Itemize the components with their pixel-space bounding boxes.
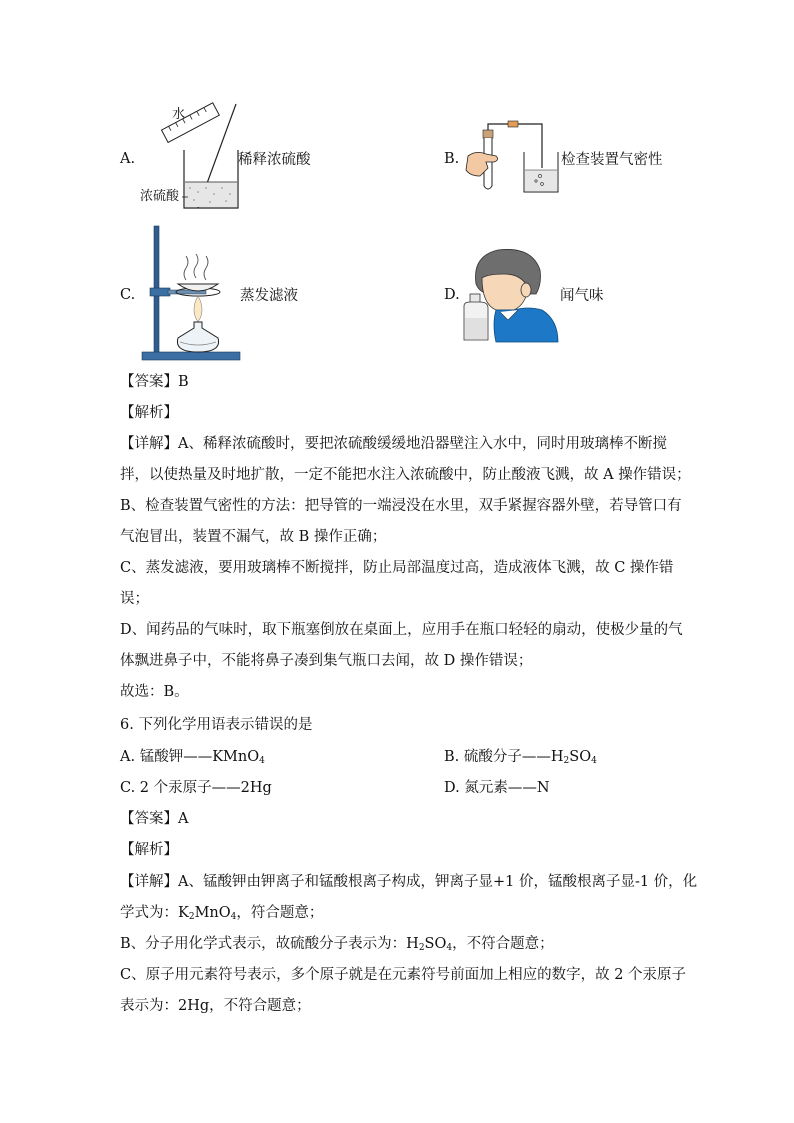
q6-detail-line: C、原子用元素符号表示，多个原子就是在元素符号前面加上相应的数字，故 2 个汞原子 <box>120 967 687 983</box>
q5-detail-line: C、蒸发滤液，要用玻璃棒不断搅拌，防止局部温度过高，造成液体飞溅，故 C 操作错 <box>120 560 674 576</box>
q6-option-b: B. 硫酸分子$——H_2SO_4$ <box>444 749 597 766</box>
q6-option-a: A. 锰酸钾——KMnO$_4$ <box>120 749 265 766</box>
q6-detail-line-formula: B、分子用化学式表示，故硫酸分子表示为：$H_2SO_4$，不符合题意； <box>120 936 554 953</box>
q6-detail-line: 表示为：2Hg，不符合题意； <box>120 998 311 1014</box>
water-label: 水 <box>172 107 186 122</box>
q5-detail-line: B、检查装置气密性的方法：把导管的一端浸没在水里，双手紧握容器外壁，若导管口有 <box>120 498 682 514</box>
airtightness-check-illustration <box>462 116 562 196</box>
option-d-letter: D. <box>444 287 460 303</box>
q5-detail-line: 体飘进鼻子中，不能将鼻子凑到集气瓶口去闻，故 D 操作错误； <box>120 653 533 669</box>
q6-option-c: C. 2 个汞原子——2Hg <box>120 780 272 796</box>
q5-detail-line: D、闻药品的气味时，取下瓶塞倒放在桌面上，应用手在瓶口轻轻的扇动，使极少量的气 <box>120 622 683 638</box>
q6-stem: 6. 下列化学用语表示错误的是 <box>120 717 313 733</box>
option-c-letter: C. <box>120 287 136 303</box>
option-c-caption: 蒸发滤液 <box>240 288 298 304</box>
option-a-caption: 稀释浓硫酸 <box>238 152 311 168</box>
acid-label: 浓硫酸 <box>140 189 180 204</box>
option-b-caption: 检查装置气密性 <box>561 152 663 168</box>
q5-detail-line: 误； <box>120 591 149 607</box>
q5-detail-line: 【详解】A、稀释浓硫酸时，要把浓硫酸缓缓地沿器壁注入水中，同时用玻璃棒不断搅 <box>120 436 667 452</box>
option-a-letter: A. <box>120 151 136 167</box>
option-d-caption: 闻气味 <box>560 288 604 304</box>
q6-option-d: D. 氮元素——N <box>444 780 550 796</box>
q5-analysis-heading: 【解析】 <box>120 405 178 421</box>
smell-odor-illustration <box>462 244 562 344</box>
option-b-letter: B. <box>444 151 460 167</box>
q5-answer: 【答案】B <box>120 374 189 390</box>
q5-detail-line: 气泡冒出，装置不漏气，故 B 操作正确； <box>120 529 387 545</box>
q5-detail-line: 拌，以使热量及时地扩散，一定不能把水注入浓硫酸中，防止酸液飞溅，故 A 操作错误； <box>120 467 691 483</box>
evaporation-illustration <box>138 224 248 364</box>
q6-detail-line: 【详解】A、锰酸钾由钾离子和锰酸根离子构成，钾离子显+1 价，锰酸根离子显-1 价，化 <box>120 874 698 890</box>
q6-answer: 【答案】A <box>120 811 189 827</box>
q6-detail-line-formula: 学式为：$K_2MnO_4$，符合题意； <box>120 905 324 922</box>
q6-analysis-heading: 【解析】 <box>120 842 178 858</box>
q5-detail-line: 故选：B。 <box>120 684 189 700</box>
